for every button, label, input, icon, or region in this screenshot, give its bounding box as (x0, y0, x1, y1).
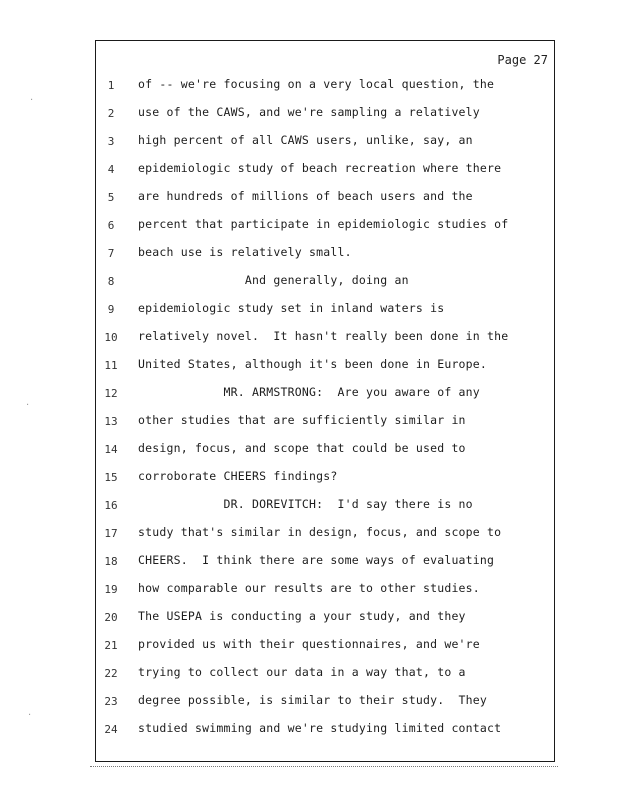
transcript-line (96, 413, 554, 433)
line-number: 16 (104, 499, 118, 512)
line-number: 15 (104, 471, 118, 484)
line-text: provided us with their questionnaires, and we're (138, 637, 480, 651)
line-text: other studies that are sufficiently similar in (138, 413, 466, 427)
line-text: percent that participate in epidemiologic studies of (138, 217, 509, 231)
line-number: 7 (107, 247, 115, 260)
line-text: of -- we're focusing on a very local question, the (138, 77, 495, 91)
transcript-line (96, 721, 554, 741)
transcript-line (96, 385, 554, 405)
line-number: 6 (107, 219, 115, 232)
transcript-line (96, 525, 554, 545)
transcript-line (96, 301, 554, 321)
line-number: 24 (104, 723, 118, 736)
line-text: MR. ARMSTRONG: Are you aware of any (138, 385, 480, 399)
transcript-line (96, 105, 554, 125)
line-text: relatively novel. It hasn't really been done in the (138, 329, 509, 343)
line-text: trying to collect our data in a way that, to a (138, 665, 466, 679)
line-text: how comparable our results are to other studies. (138, 581, 480, 595)
line-number: 21 (104, 639, 118, 652)
page-number: Page 27 (497, 53, 548, 67)
line-text: study that's similar in design, focus, and scope to (138, 525, 502, 539)
scan-speck: · (28, 710, 32, 721)
line-number: 14 (104, 443, 118, 456)
transcript-line (96, 693, 554, 713)
line-number: 13 (104, 415, 118, 428)
line-number: 22 (104, 667, 118, 680)
line-number: 11 (104, 359, 118, 372)
line-text: DR. DOREVITCH: I'd say there is no (138, 497, 473, 511)
transcript-page (95, 40, 555, 762)
transcript-line (96, 329, 554, 349)
transcript-line (96, 553, 554, 573)
transcript-line (96, 497, 554, 517)
line-text: studied swimming and we're studying limited contact (138, 721, 502, 735)
line-text: degree possible, is similar to their study. They (138, 693, 488, 707)
transcript-line (96, 273, 554, 293)
line-text: And generally, doing an (138, 273, 409, 287)
line-text: corroborate CHEERS findings? (138, 469, 338, 483)
transcript-line (96, 441, 554, 461)
line-number: 3 (107, 135, 115, 148)
line-text: high percent of all CAWS users, unlike, say, an (138, 133, 473, 147)
line-number: 9 (107, 303, 115, 316)
line-number: 2 (107, 107, 115, 120)
line-number: 23 (104, 695, 118, 708)
line-number: 18 (104, 555, 118, 568)
transcript-line (96, 581, 554, 601)
transcript-line (96, 133, 554, 153)
line-text: The USEPA is conducting a your study, and they (138, 609, 466, 623)
line-text: epidemiologic study of beach recreation where there (138, 161, 502, 175)
line-text: United States, although it's been done in Europe. (138, 357, 488, 371)
line-number: 5 (107, 191, 115, 204)
transcript-line (96, 469, 554, 489)
footer-rule (90, 766, 558, 768)
line-number: 17 (104, 527, 118, 540)
line-number: 20 (104, 611, 118, 624)
line-number: 12 (104, 387, 118, 400)
line-number: 10 (104, 331, 118, 344)
transcript-line (96, 665, 554, 685)
line-number: 1 (107, 79, 115, 92)
line-text: design, focus, and scope that could be used to (138, 441, 466, 455)
line-number: 4 (107, 163, 115, 176)
line-text: beach use is relatively small. (138, 245, 352, 259)
transcript-line (96, 609, 554, 629)
transcript-line (96, 77, 554, 97)
transcript-line (96, 217, 554, 237)
line-number: 19 (104, 583, 118, 596)
transcript-line (96, 637, 554, 657)
scan-speck: · (26, 400, 30, 411)
line-text: epidemiologic study set in inland waters is (138, 301, 445, 315)
scan-speck: · (30, 95, 34, 106)
line-text: CHEERS. I think there are some ways of evaluating (138, 553, 495, 567)
transcript-line (96, 189, 554, 209)
transcript-line (96, 245, 554, 265)
transcript-line (96, 161, 554, 181)
transcript-line (96, 357, 554, 377)
line-text: use of the CAWS, and we're sampling a relatively (138, 105, 480, 119)
line-number: 8 (107, 275, 115, 288)
line-text: are hundreds of millions of beach users and the (138, 189, 473, 203)
